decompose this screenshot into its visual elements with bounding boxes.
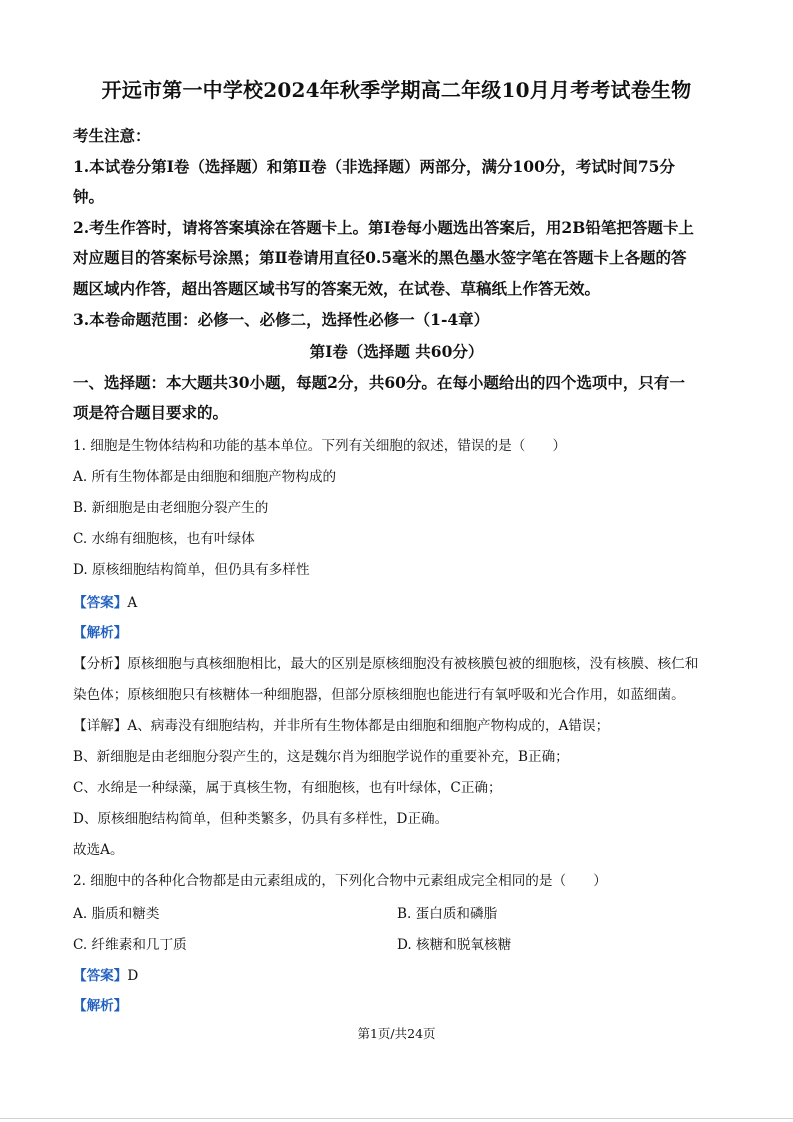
question-1-stem: 1. 细胞是生物体结构和功能的基本单位。下列有关细胞的叙述，错误的是（ ） <box>73 438 567 454</box>
detail-a: A、病毒没有细胞结构，并非所有生物体都是由细胞和细胞产物构成的，A错误； <box>127 718 610 734</box>
detail-tag: 【详解】 <box>73 718 128 734</box>
question-1-answer <box>73 591 137 611</box>
notice-item-1: 1.本试卷分第Ⅰ卷（选择题）和第Ⅱ卷（非选择题）两部分，满分100分，考试时间75分 <box>73 157 675 176</box>
answer-value: D <box>127 968 139 984</box>
section-instructions: 一、选择题：本大题共30小题，每题2分，共60分。在每小题给出的四个选项中，只有一 <box>73 373 685 392</box>
question-2-answer <box>73 964 138 984</box>
question-1-fenxi <box>73 652 698 672</box>
question-1-option-d: D. 原核细胞结构简单，但仍具有多样性 <box>73 562 310 578</box>
analysis-tag: 【解析】 <box>73 998 128 1014</box>
question-1-detail-b: B、新细胞是由老细胞分裂产生的，这是魏尔肖为细胞学说作的重要补充，B正确； <box>73 749 569 765</box>
notice-item-1-cont: 钟。 <box>73 187 105 206</box>
question-1-fenxi-cont: 染色体；原核细胞只有核糖体一种细胞器，但部分原核细胞也能进行有氧呼吸和光合作用，如蓝细菌。 <box>73 687 685 703</box>
notice-item-3: 3.本卷命题范围：必修一、必修二，选择性必修一（1-4章） <box>73 310 490 329</box>
question-1-conclusion: 故选A。 <box>73 842 124 858</box>
bottom-divider <box>0 1118 793 1119</box>
notice-item-2-cont2: 题区域内作答，超出答题区域书写的答案无效，在试卷、草稿纸上作答无效。 <box>73 279 601 298</box>
notice-item-2-cont: 对应题目的答案标号涂黑；第Ⅱ卷请用直径0.5毫米的黑色墨水签字笔在答题卡上各题的答 <box>73 248 687 267</box>
page-title: 开远市第一中学校2024年秋季学期高二年级10月月考考试卷生物 <box>101 78 692 102</box>
section-heading: 第Ⅰ卷（选择题 共60分） <box>309 342 484 361</box>
question-1-detail-d: D、原核细胞结构简单，但种类繁多，仍具有多样性，D正确。 <box>73 811 449 827</box>
question-2-option-a: A. 脂质和糖类 <box>73 906 160 922</box>
question-1-option-c: C. 水绵有细胞核，也有叶绿体 <box>73 531 255 547</box>
notice-item-2: 2.考生作答时，请将答案填涂在答题卡上。第Ⅰ卷每小题选出答案后，用2B铅笔把答题卡上 <box>73 218 694 237</box>
question-1-option-b: B. 新细胞是由老细胞分裂产生的 <box>73 500 269 516</box>
fenxi-text: 原核细胞与真核细胞相比，最大的区别是原核细胞没有被核膜包被的细胞核，没有核膜、核仁和 <box>127 656 699 672</box>
question-1-detail-c: C、水绵是一种绿藻，属于真核生物，有细胞核，也有叶绿体，C正确； <box>73 780 502 796</box>
question-1-detail <box>73 714 609 734</box>
question-2-option-d: D. 核糖和脱氧核糖 <box>397 937 512 953</box>
notice-heading: 考生注意： <box>73 126 151 145</box>
question-1-analysis-tag <box>73 621 127 641</box>
answer-tag: 【答案】 <box>73 968 128 984</box>
answer-value: A <box>127 595 138 611</box>
page-footer: 第1页/共24页 <box>357 1026 436 1041</box>
answer-tag: 【答案】 <box>73 595 128 611</box>
question-2-option-c: C. 纤维素和几丁质 <box>73 937 187 953</box>
question-2-analysis-tag <box>73 994 127 1014</box>
section-instructions-cont: 项是符合题目要求的。 <box>73 403 229 422</box>
fenxi-tag: 【分析】 <box>73 656 128 672</box>
question-2-stem: 2. 细胞中的各种化合物都是由元素组成的，下列化合物中元素组成完全相同的是（ ） <box>73 873 607 889</box>
question-1-option-a: A. 所有生物体都是由细胞和细胞产物构成的 <box>73 469 337 485</box>
question-2-option-b: B. 蛋白质和磷脂 <box>397 906 498 922</box>
analysis-tag: 【解析】 <box>73 625 128 641</box>
